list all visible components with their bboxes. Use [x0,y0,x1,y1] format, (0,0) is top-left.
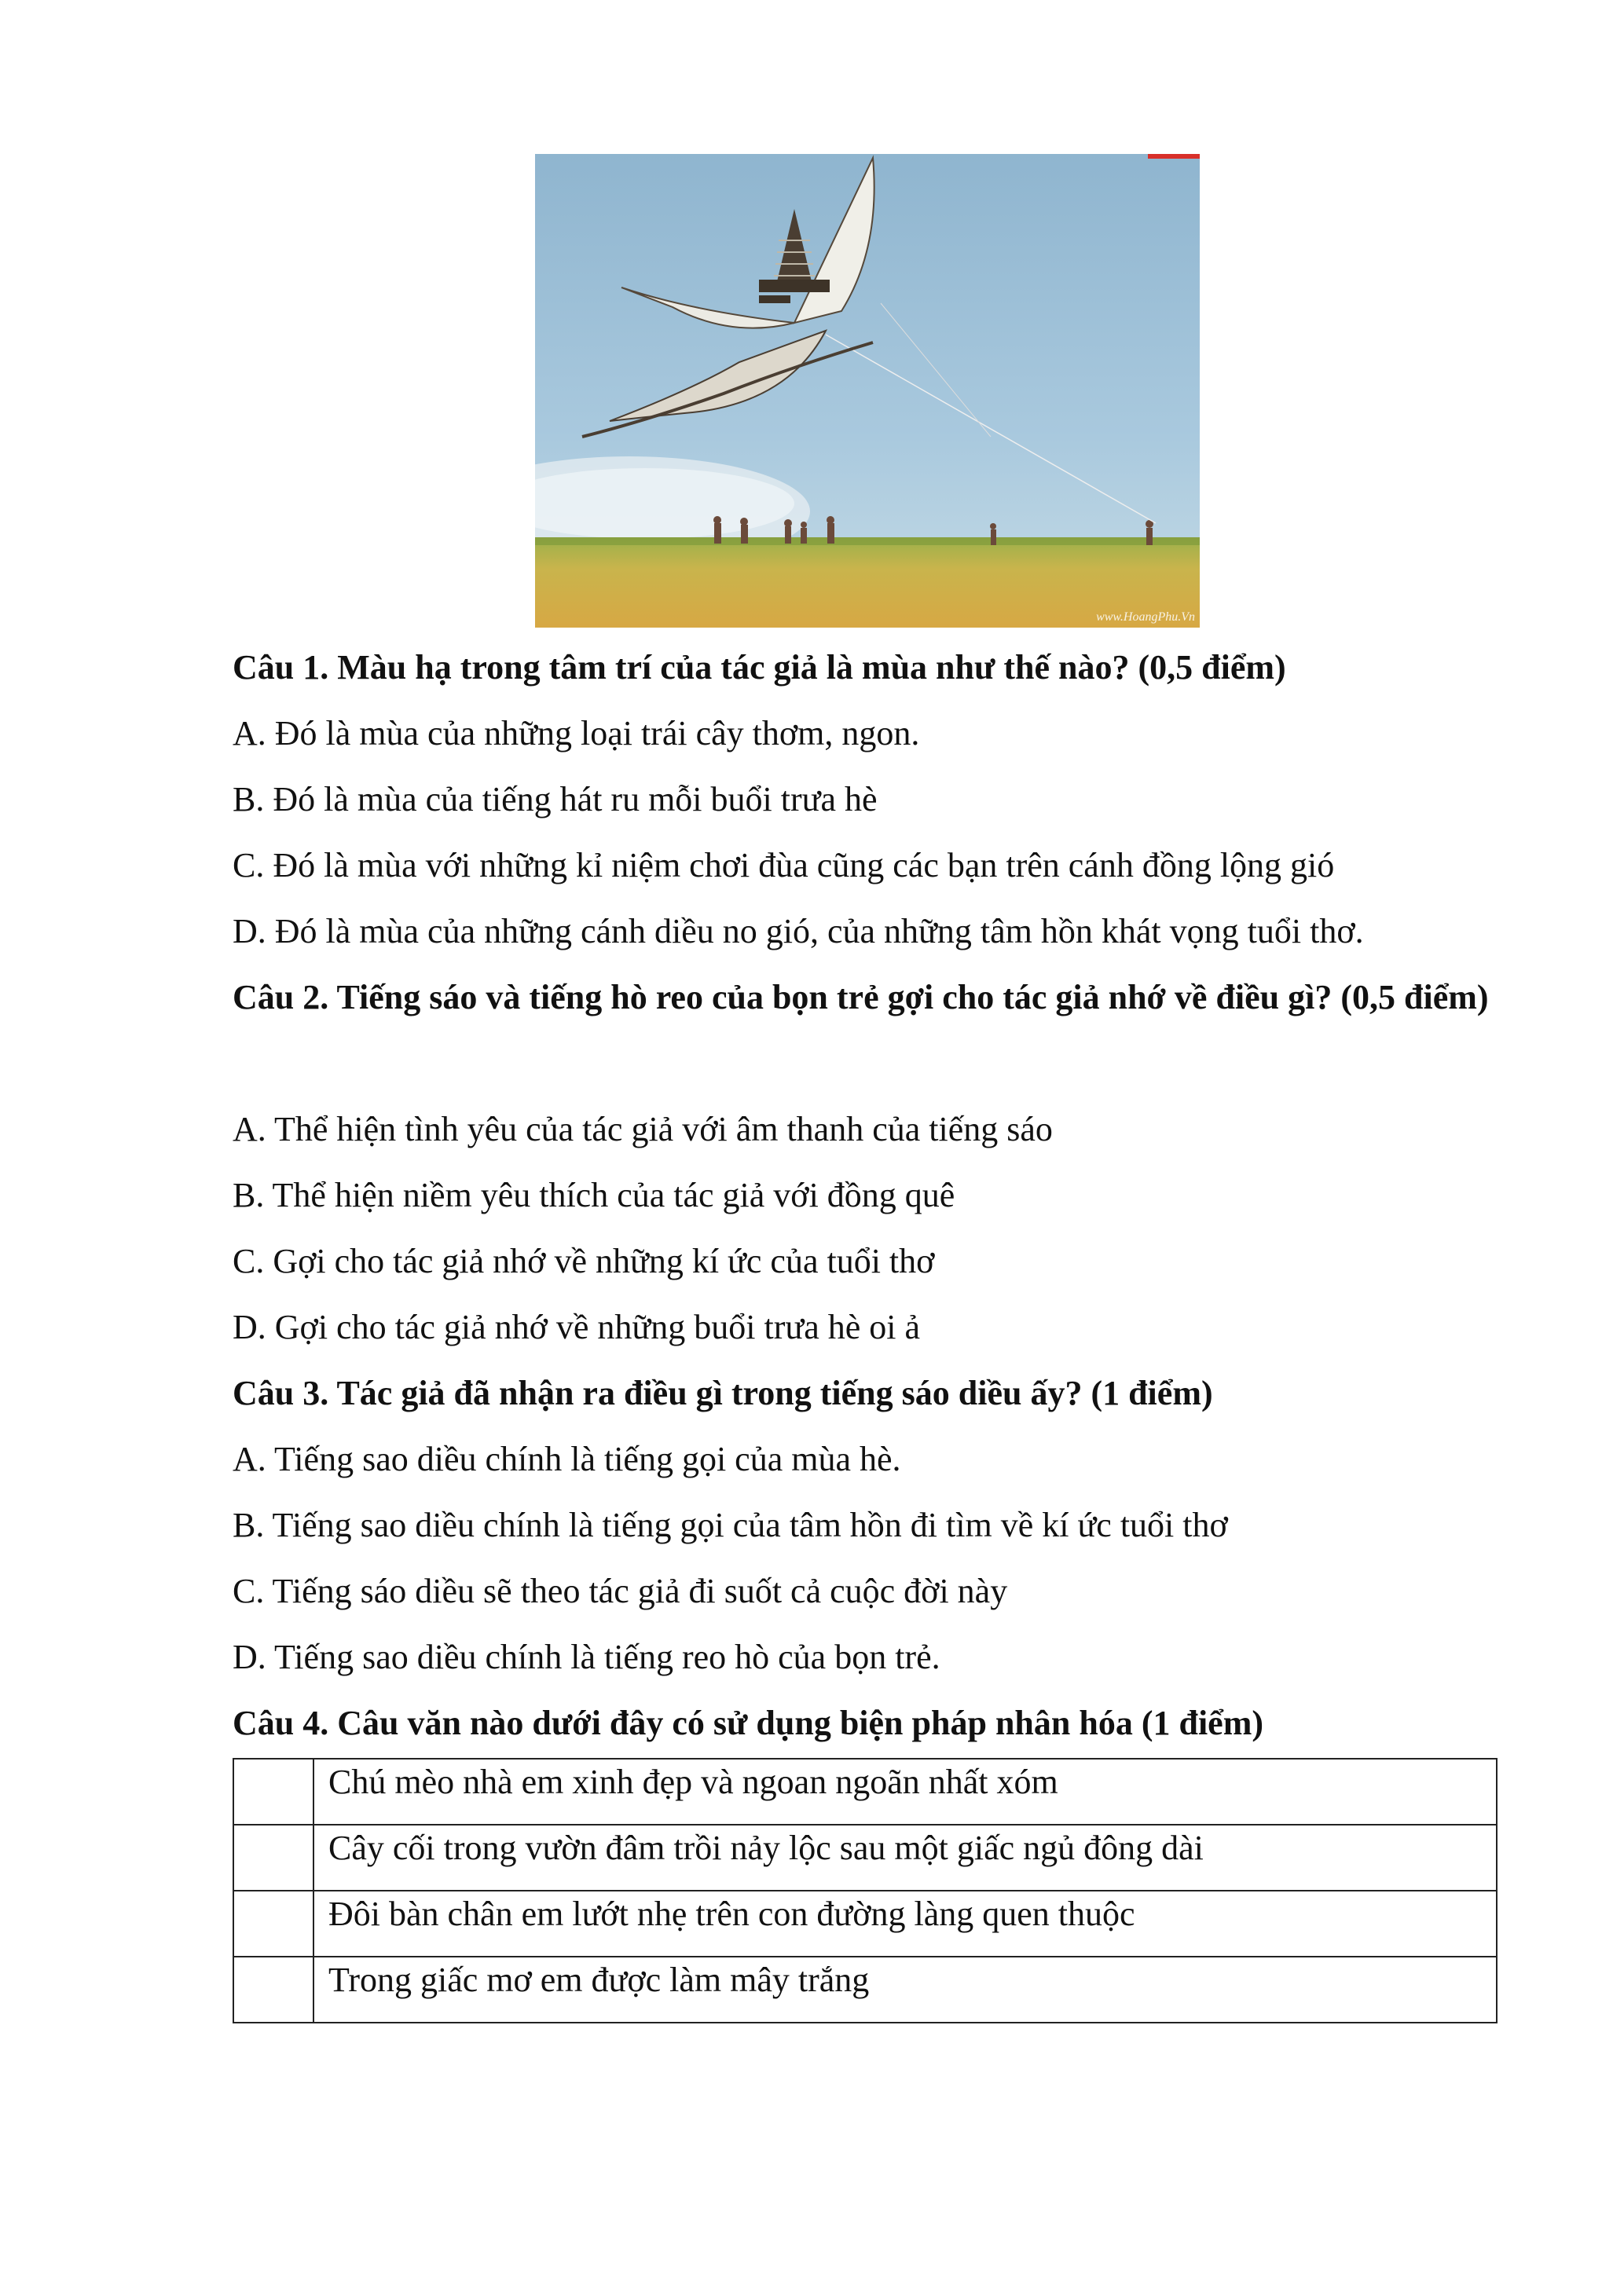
question-3-option-d: D. Tiếng sao diều chính là tiếng reo hò của bọn trẻ. [233,1638,940,1676]
question-2-option-a: A. Thể hiện tình yêu của tác giả với âm thanh của tiếng sáo [233,1110,1053,1148]
question-2-option-b: B. Thể hiện niềm yêu thích của tác giả với đồng quê [233,1176,955,1214]
question-3-option-b: B. Tiếng sao diều chính là tiếng gọi của tâm hồn đi tìm về kí ức tuổi thơ [233,1506,1228,1544]
kite-photo-illustration [535,154,1200,628]
question-3-option-c: C. Tiếng sáo diều sẽ theo tác giả đi suốt cả cuộc đời này [233,1572,1008,1610]
watermark: www.HoangPhu.Vn [1096,610,1195,624]
question-4-options-table [233,1758,1498,2023]
question-3-option-a: A. Tiếng sao diều chính là tiếng gọi của mùa hè. [233,1440,901,1478]
answer-checkbox-cell[interactable] [233,1957,313,2023]
question-2-option-d: D. Gợi cho tác giả nhớ về những buổi trưa hè oi ả [233,1308,921,1346]
question-1-option-b: B. Đó là mùa của tiếng hát ru mỗi buổi trưa hè [233,780,878,818]
question-1-option-c: C. Đó là mùa với những kỉ niệm chơi đùa cũng các bạn trên cánh đồng lộng gió [233,846,1335,884]
table-row [233,1759,1497,1825]
question-1-option-d: D. Đó là mùa của những cánh diều no gió, của những tâm hồn khát vọng tuổi thơ. [233,912,1364,950]
question-2-title: Câu 2. Tiếng sáo và tiếng hò reo của bọn trẻ gợi cho tác giả nhớ về điều gì? (0,5 điểm) [233,978,1489,1016]
kite-photo [535,154,1200,628]
question-1-option-a: A. Đó là mùa của những loại trái cây thơm, ngon. [233,714,920,753]
table-cell-sentence: Đôi bàn chân em lướt nhẹ trên con đường làng quen thuộc [313,1891,1497,1957]
answer-checkbox-cell[interactable] [233,1825,313,1891]
question-3-title: Câu 3. Tác giả đã nhận ra điều gì trong tiếng sáo diều ấy? (1 điểm) [233,1374,1213,1412]
table-cell-sentence: Chú mèo nhà em xinh đẹp và ngoan ngoãn nhất xóm [313,1759,1497,1825]
question-1-title: Câu 1. Màu hạ trong tâm trí của tác giả là mùa như thế nào? (0,5 điểm) [233,648,1286,687]
question-4-title: Câu 4. Câu văn nào dưới đây có sử dụng biện pháp nhân hóa (1 điểm) [233,1704,1264,1742]
answer-checkbox-cell[interactable] [233,1891,313,1957]
table-cell-sentence: Cây cối trong vườn đâm trồi nảy lộc sau một giấc ngủ đông dài [313,1825,1497,1891]
table-row [233,1891,1497,1957]
table-row [233,1957,1497,2023]
table-cell-sentence: Trong giấc mơ em được làm mây trắng [313,1957,1497,2023]
question-2-option-c: C. Gợi cho tác giả nhớ về những kí ức của tuổi thơ [233,1242,935,1280]
table-row [233,1825,1497,1891]
answer-checkbox-cell[interactable] [233,1759,313,1825]
